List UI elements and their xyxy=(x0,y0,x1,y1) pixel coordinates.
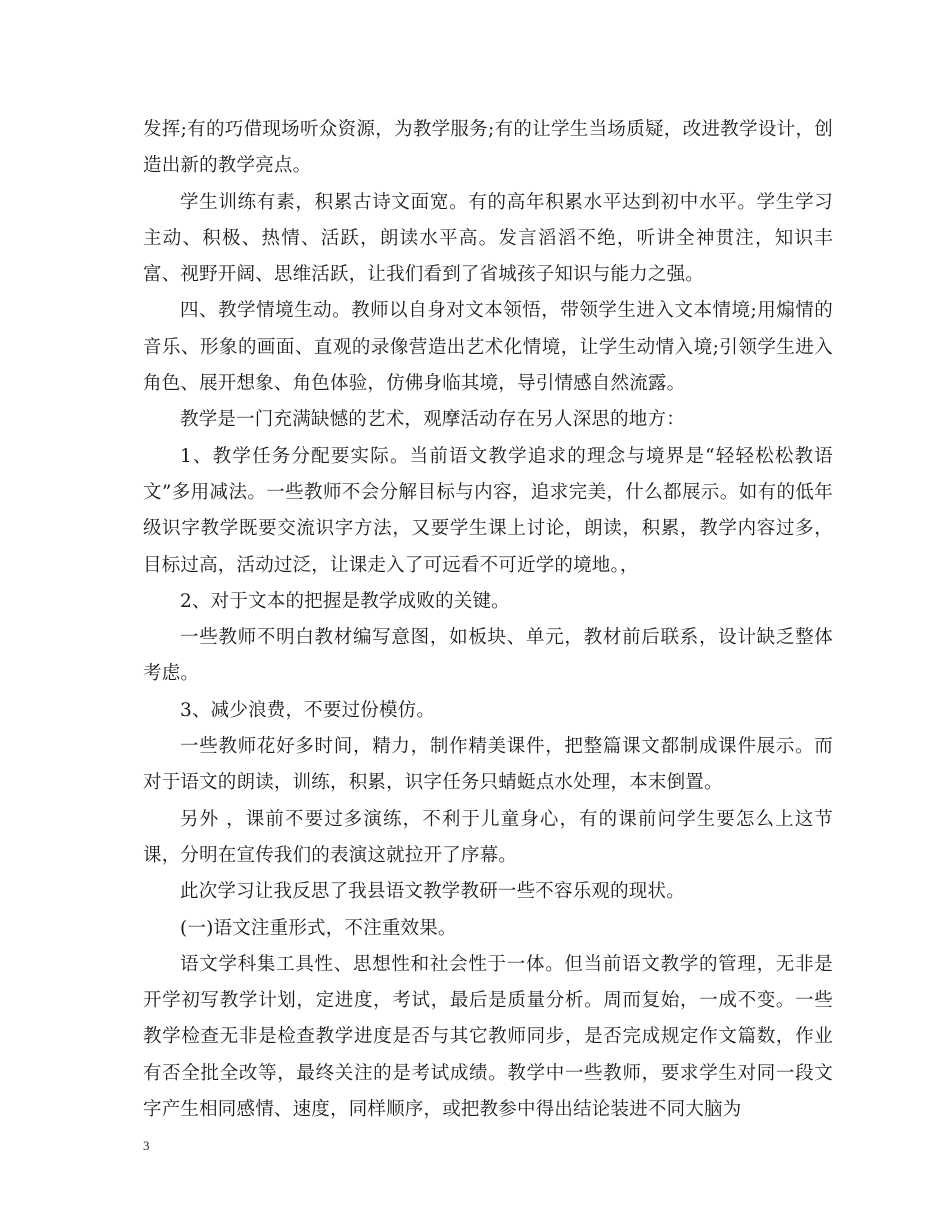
document-body xyxy=(143,112,833,1128)
paragraph: 一些教师花好多时间，精力，制作精美课件，把整篇课文都制成课件展示。而对于语文的朗读，训练，积累，识字任务只蜻蜓点水处理，本末倒置。 xyxy=(143,736,833,794)
paragraph: 另外 ，课前不要过多演练，不利于儿童身心，有的课前问学生要怎么上这节课，分明在宣传我们的表演这就拉开了序幕。 xyxy=(143,808,833,866)
paragraph: 2、对于文本的把握是教学成败的关键。 xyxy=(180,590,510,612)
page-number: 3 xyxy=(143,1138,150,1153)
paragraph: 1、教学任务分配要实际。当前语文教学追求的理念与境界是“轻轻松松教语文”多用减法。一些教师不会分解目标与内容，追求完美，什么都展示。如有的低年级识字教学既要交流识字方法，又要学生课上讨论，朗读，积累，教学内容过多，目标过高，活动过泛，让课走入了可远看不可近学的境地。， xyxy=(143,445,833,576)
paragraph: 语文学科集工具性、思想性和社会性于一体。但当前语文教学的管理，无非是开学初写教学计划，定进度，考试，最后是质量分析。周而复始，一成不变。一些教学检查无非是检查教学进度是否与其它教师同步，是否完成规定作文篇数，作业有否全批全改等，最终关注的是考试成绩。教学中一些教师，要求学生对同一段文字产生相同感情、速度，同样顺序，或把教参中得出结论装进不同大脑为 xyxy=(143,953,833,1121)
paragraph: 教学是一门充满缺憾的艺术，观摩活动存在另人深思的地方： xyxy=(180,409,685,431)
paragraph: 发挥;有的巧借现场听众资源，为教学服务;有的让学生当场质疑，改进教学设计，创造出新的教学亮点。 xyxy=(143,119,833,177)
paragraph: 学生训练有素，积累古诗文面宽。有的高年积累水平达到初中水平。学生学习主动、积极、热情、活跃，朗读水平高。发言滔滔不绝，听讲全神贯注，知识丰富、视野开阔、思维活跃，让我们看到了省城孩子知识与能力之强。 xyxy=(143,191,833,286)
paragraph: 一些教师不明白教材编写意图，如板块、单元，教材前后联系，设计缺乏整体考虑。 xyxy=(143,627,833,685)
paragraph: 此次学习让我反思了我县语文教学教研一些不容乐观的现状。 xyxy=(180,881,685,903)
paragraph: (一)语文注重形式，不注重效果。 xyxy=(180,917,457,939)
paragraph: 3、减少浪费，不要过份模仿。 xyxy=(180,699,436,721)
paragraph: 四、教学情境生动。教师以自身对文本领悟，带领学生进入文本情境;用煽情的音乐、形象的画面、直观的录像营造出艺术化情境，让学生动情入境;引领学生进入角色、展开想象、角色体验，仿佛身临其境，导引情感自然流露。 xyxy=(143,300,833,395)
